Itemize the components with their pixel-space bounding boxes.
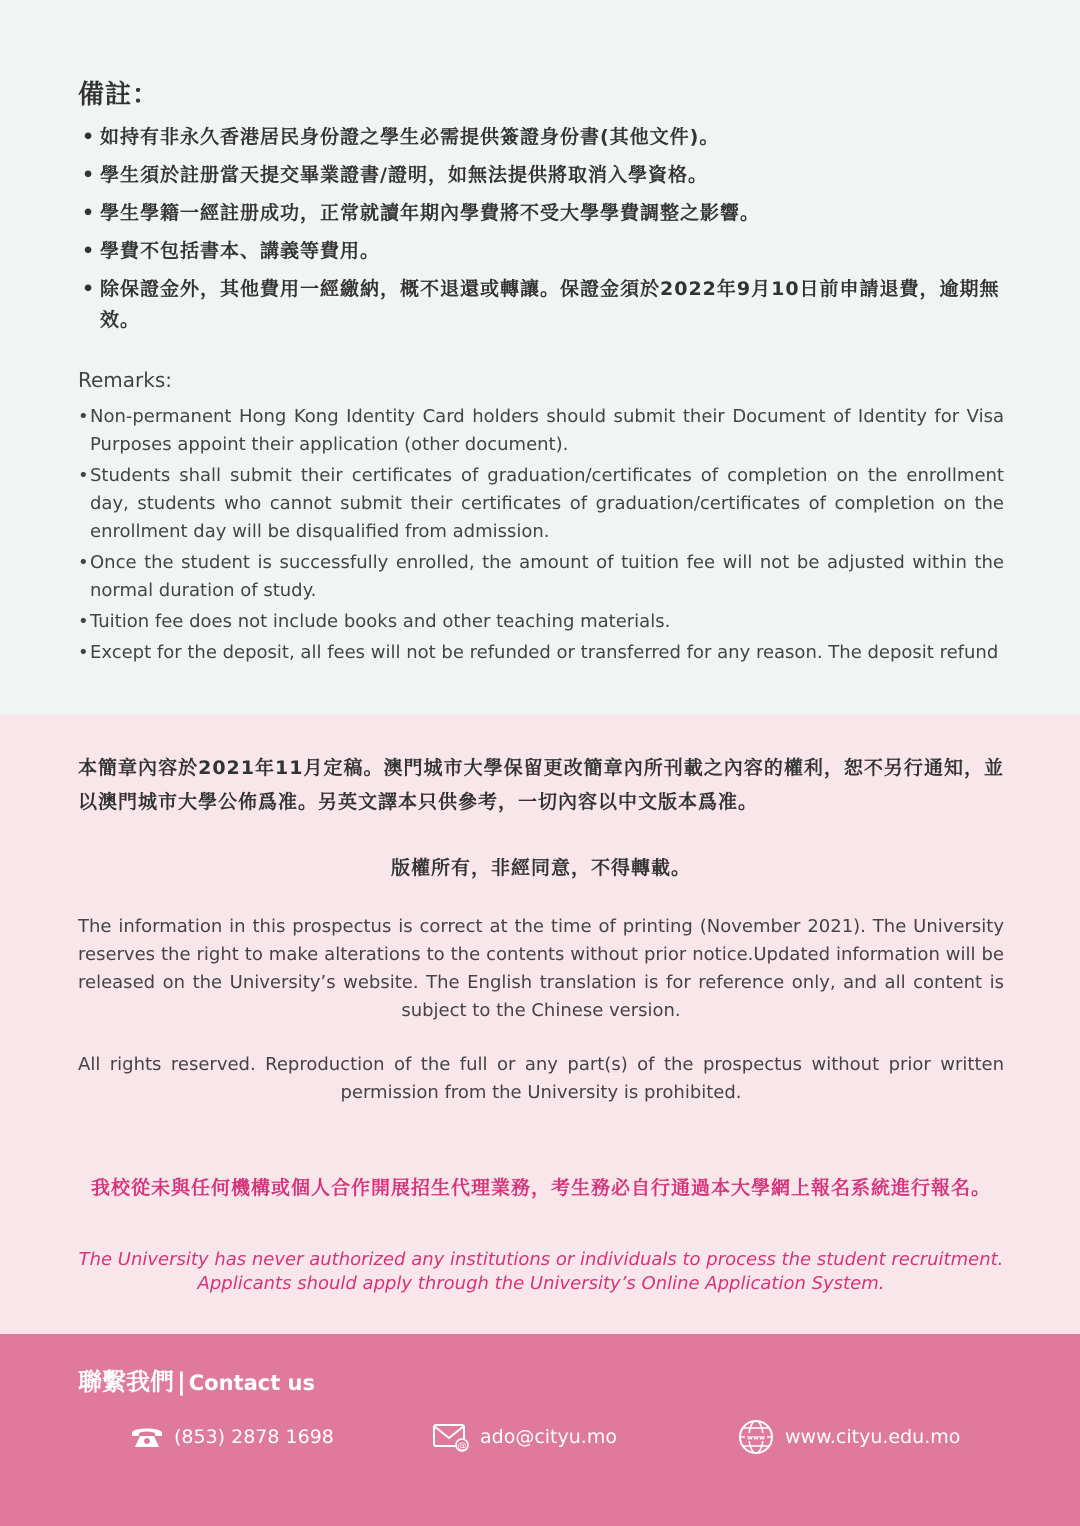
remark-item-en: • Tuition fee does not include books and other teaching materials. [78, 608, 1004, 636]
remark-item-en: • Students shall submit their certificates of graduation/certificates of completion on the enrollment day, students who cannot submit their certificates of graduation/certificates of completion on the enrollment day will be disqualified from admission. [78, 462, 1004, 546]
mail-icon [432, 1422, 470, 1452]
contact-title-separator: | [177, 1368, 186, 1396]
remark-item-zh: • 學生須於註册當天提交畢業證書/證明，如無法提供將取消入學資格。 [78, 160, 1008, 191]
rights-notice-en: All rights reserved. Reproduction of the full or any part(s) of the prospectus without prior written permission from the University is prohibited. [78, 1054, 1004, 1103]
contact-title-zh: 聯繫我們 [78, 1368, 174, 1396]
remarks-heading-en: Remarks: [78, 368, 173, 392]
remarks-list-zh [78, 122, 1008, 343]
svg-text:www: www [746, 1433, 766, 1442]
phone-number: (853) 2878 1698 [174, 1426, 334, 1448]
contact-website[interactable] [737, 1419, 960, 1455]
notice-section [0, 715, 1080, 1334]
remarks-heading-zh: 備註： [78, 80, 160, 110]
remarks-list-en [78, 403, 1004, 670]
remark-item-zh: • 學生學籍一經註册成功，正常就讀年期內學費將不受大學學費調整之影響。 [78, 198, 1008, 229]
notice-en: The information in this prospectus is correct at the time of printing (November 2021). The University reserves the right to make alterations to the contents without prior notice.Updated information will be released on the University’s website. The English translation is for reference only, and all content is subject to the Chinese version. [78, 916, 1004, 1021]
remark-item-zh: • 除保證金外，其他費用一經繳納，概不退還或轉讓。保證金須於2022年9月10日前申請退費，逾期無效。 [78, 274, 1008, 336]
remarks-section [0, 0, 1080, 715]
rights-notice-zh: 版權所有，非經同意，不得轉載。 [390, 857, 691, 879]
remark-item-zh: • 如持有非永久香港居民身份證之學生必需提供簽證身份書(其他文件)。 [78, 122, 1008, 153]
phone-icon [130, 1424, 164, 1450]
agent-warning-en-line1: The University has never authorized any institutions or individuals to process the student recruitment. [78, 1249, 1004, 1270]
contact-phone[interactable] [130, 1419, 334, 1455]
contact-title-en: Contact us [188, 1371, 316, 1395]
agent-warning-zh: 我校從未與任何機構或個人合作開展招生代理業務，考生務必自行通過本大學網上報名系統進行報名。 [90, 1177, 991, 1199]
agent-warning-en [78, 1248, 1004, 1296]
remark-item-zh: • 學費不包括書本、講義等費用。 [78, 236, 1008, 267]
email-address: ado@cityu.mo [480, 1426, 617, 1448]
globe-icon [737, 1418, 775, 1456]
remark-item-en: • Except for the deposit, all fees will not be refunded or transferred for any reason. The deposit refund [78, 639, 1004, 667]
contact-title [78, 1362, 315, 1397]
svg-text:@: @ [457, 1441, 467, 1452]
contact-email[interactable] [432, 1419, 617, 1455]
agent-warning-en-line2: Applicants should apply through the University’s Online Application System. [197, 1273, 885, 1294]
website-url: www.cityu.edu.mo [785, 1426, 961, 1448]
notice-zh: 本簡章內容於2021年11月定稿。澳門城市大學保留更改簡章內所刊載之內容的權利，恕不另行通知，並以澳門城市大學公佈爲准。另英文譯本只供參考，一切內容以中文版本爲准。 [78, 757, 1004, 813]
remark-item-en: • Once the student is successfully enrolled, the amount of tuition fee will not be adjusted within the normal duration of study. [78, 549, 1004, 605]
remark-item-en: • Non-permanent Hong Kong Identity Card holders should submit their Document of Identity for Visa Purposes appoint their application (other document). [78, 403, 1004, 459]
contact-bar [0, 1334, 1080, 1526]
